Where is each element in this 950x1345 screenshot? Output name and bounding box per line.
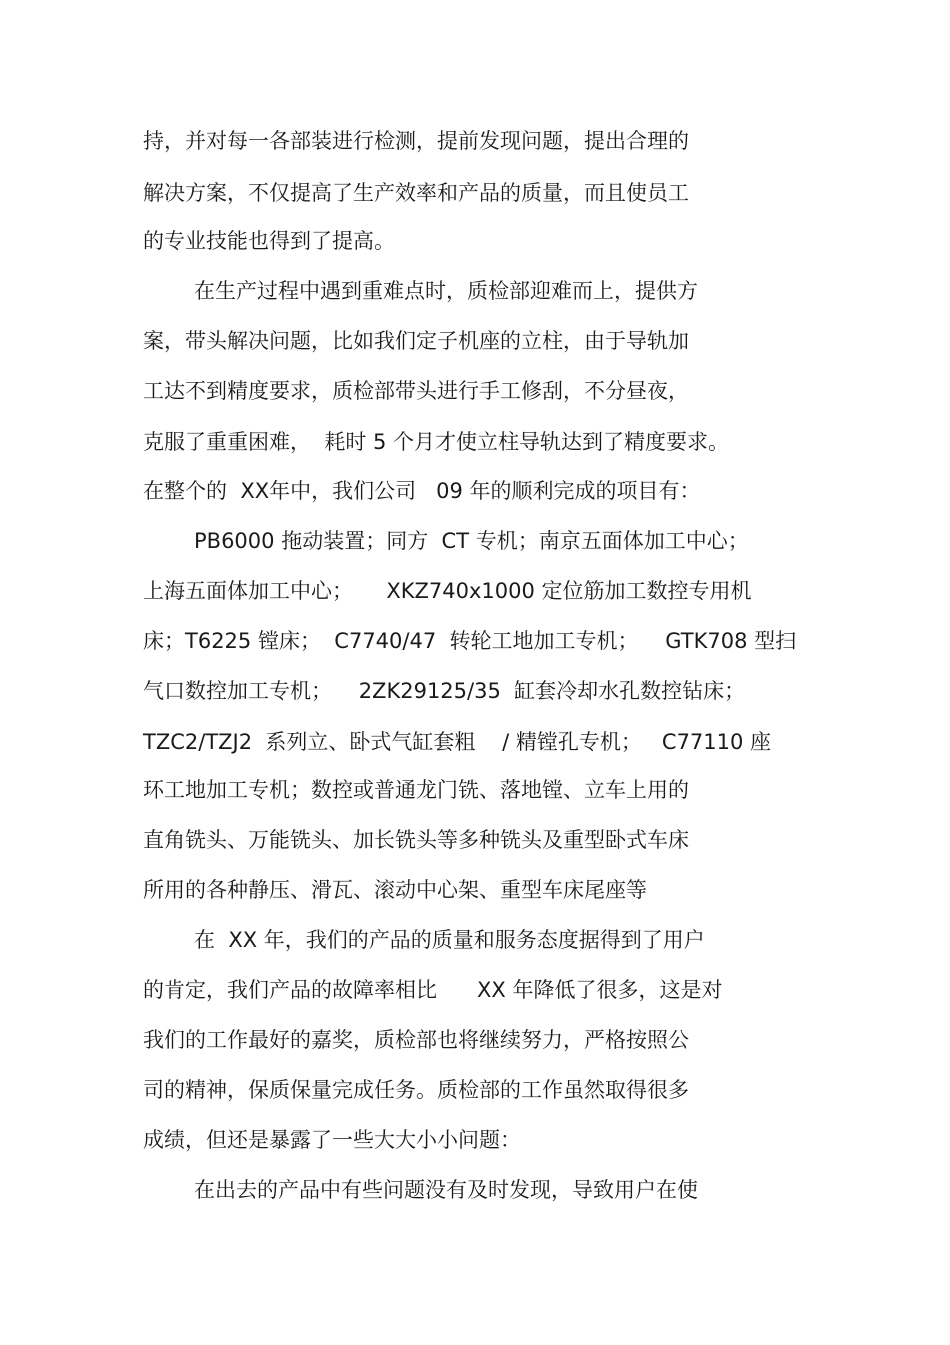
text-line: 床；T6225 镗床； C7740/47 转轮工地加工专机； GTK708 型扫 [143, 629, 797, 653]
text-line: 上海五面体加工中心； XKZ740x1000 定位筋加工数控专用机 [143, 579, 752, 603]
text-line: 的专业技能也得到了提高。 [143, 229, 395, 253]
text-line: 持，并对每一各部装进行检测，提前发现问题，提出合理的 [143, 129, 689, 153]
text-line: 克服了重重困难， 耗时 5 个月才使立柱导轨达到了精度要求。 [143, 430, 730, 454]
paragraph-first-line: 在 XX 年，我们的产品的质量和服务态度据得到了用户 [194, 928, 705, 952]
text-line: 环工地加工专机；数控或普通龙门铣、落地镗、立车上用的 [143, 778, 689, 802]
text-line: 我们的工作最好的嘉奖，质检部也将继续努力，严格按照公 [143, 1028, 689, 1052]
text-line: 气口数控加工专机； 2ZK29125/35 缸套冷却水孔数控钻床； [143, 679, 746, 703]
text-line: 所用的各种静压、滑瓦、滚动中心架、重型车床尾座等 [143, 878, 647, 902]
text-line: 直角铣头、万能铣头、加长铣头等多种铣头及重型卧式车床 [143, 828, 689, 852]
text-line: 在整个的 XX年中，我们公司 09 年的顺利完成的项目有： [143, 479, 701, 503]
paragraph-first-line: 在出去的产品中有些问题没有及时发现，导致用户在使 [194, 1178, 698, 1202]
text-line: TZC2/TZJ2 系列立、卧式气缸套粗 / 精镗孔专机； C77110 座 [143, 730, 772, 754]
text-line: 成绩，但还是暴露了一些大大小小问题： [143, 1128, 521, 1152]
text-line: 司的精神，保质保量完成任务。质检部的工作虽然取得很多 [143, 1078, 689, 1102]
paragraph-first-line: 在生产过程中遇到重难点时，质检部迎难而上，提供方 [194, 279, 698, 303]
text-line: 案，带头解决问题，比如我们定子机座的立柱，由于导轨加 [143, 329, 689, 353]
text-line: 解决方案，不仅提高了生产效率和产品的质量，而且使员工 [143, 181, 689, 205]
text-line: 工达不到精度要求，质检部带头进行手工修刮，不分昼夜， [143, 379, 689, 403]
paragraph-first-line: PB6000 拖动装置；同方 CT 专机；南京五面体加工中心； [194, 529, 749, 553]
text-line: 的肯定，我们产品的故障率相比 XX 年降低了很多，这是对 [143, 978, 723, 1002]
